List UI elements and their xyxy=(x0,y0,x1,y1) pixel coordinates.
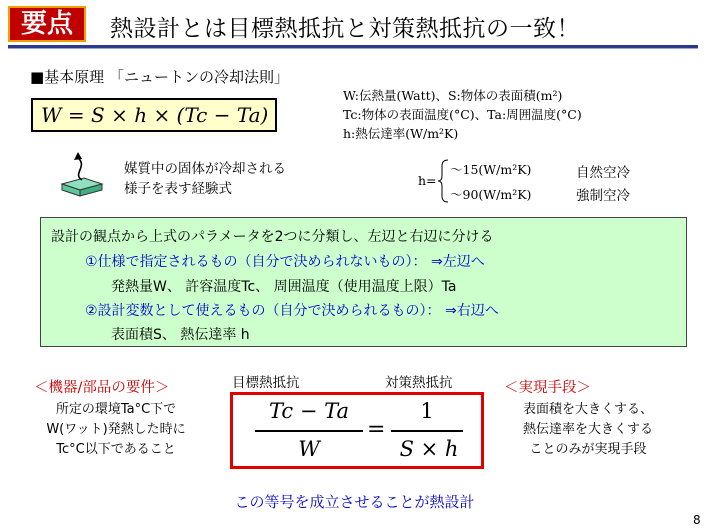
means-line: ことのみが実現手段 xyxy=(529,442,647,457)
definition-line: Tc:物体の表面温度(°C)、Ta:周囲温度(°C) xyxy=(343,107,582,122)
title-badge: 要点 xyxy=(8,6,86,42)
spec-item: ①仕様で指定されるもの（自分で決められないもの）： ⇒左辺へ xyxy=(85,254,485,270)
means-text xyxy=(498,400,678,460)
design-intro: 設計の観点から上式のパラメータを2つに分類し、左辺と右辺に分ける xyxy=(51,229,494,245)
means-line: 熱伝達率を大きくする xyxy=(522,422,653,437)
means-heading: ＜実現手段＞ xyxy=(504,380,591,396)
cooling-block-icon xyxy=(58,150,108,202)
spec-item-detail: 発熱量W、 許容温度Tc、 周囲温度（使用温度上限）Ta xyxy=(111,279,457,295)
page-number: 8 xyxy=(693,513,701,527)
brace-icon xyxy=(436,158,450,204)
definition-line: W:伝熱量(Watt)、S:物体の表面積(m²) xyxy=(343,88,563,103)
right-numerator: 1 xyxy=(420,399,434,423)
thermal-resistance-formula xyxy=(230,392,484,469)
equals-sign: = xyxy=(367,417,386,442)
h-natural-value: 〜15(W/m²K) xyxy=(450,162,532,177)
definition-line: h:熱伝達率(W/m²K) xyxy=(343,126,459,141)
target-resistance-label: 目標熱抵抗 xyxy=(232,375,300,391)
design-parameters-box xyxy=(40,217,687,347)
right-denominator: S × h xyxy=(399,437,459,461)
left-denominator: W xyxy=(298,437,320,461)
requirements-text xyxy=(26,400,206,460)
description-line: 様子を表す経験式 xyxy=(124,181,232,197)
page-title: 熱設計とは目標熱抵抗と対策熱抵抗の一致！ xyxy=(110,16,580,42)
forced-cooling-label: 強制空冷 xyxy=(576,188,630,204)
equation-description xyxy=(124,159,286,199)
h-forced-value: 〜90(W/m²K) xyxy=(450,187,532,202)
conclusion-text: この等号を成立させることが熱設計 xyxy=(234,493,475,511)
design-variable-item: ②設計変数として使えるもの（自分で決められるもの）： ⇒右辺へ xyxy=(85,303,499,319)
natural-cooling-label: 自然空冷 xyxy=(576,165,630,181)
measure-resistance-label: 対策熱抵抗 xyxy=(385,375,453,391)
design-variable-detail: 表面積S、 熱伝達率 h xyxy=(111,327,250,343)
variable-definitions xyxy=(343,86,582,143)
title-underline-light xyxy=(8,48,698,49)
left-numerator: Tc − Ta xyxy=(269,399,349,423)
requirement-line: W(ワット)発熱した時に xyxy=(46,422,186,437)
description-line: 媒質中の固体が冷却される xyxy=(124,161,286,177)
requirements-heading: ＜機器/部品の要件＞ xyxy=(34,380,170,396)
right-fraction-bar xyxy=(391,430,463,432)
means-line: 表面積を大きくする、 xyxy=(522,402,653,417)
left-fraction-bar xyxy=(255,430,363,432)
newton-equation: W = S × h × (Tc − Ta) xyxy=(31,98,277,132)
requirement-line: Tc°C以下であること xyxy=(56,442,176,457)
requirement-line: 所定の環境Ta°C下で xyxy=(55,402,177,417)
h-label: h= xyxy=(418,173,437,188)
principle-heading: ■基本原理 「ニュートンの冷却法則」 xyxy=(30,68,289,86)
